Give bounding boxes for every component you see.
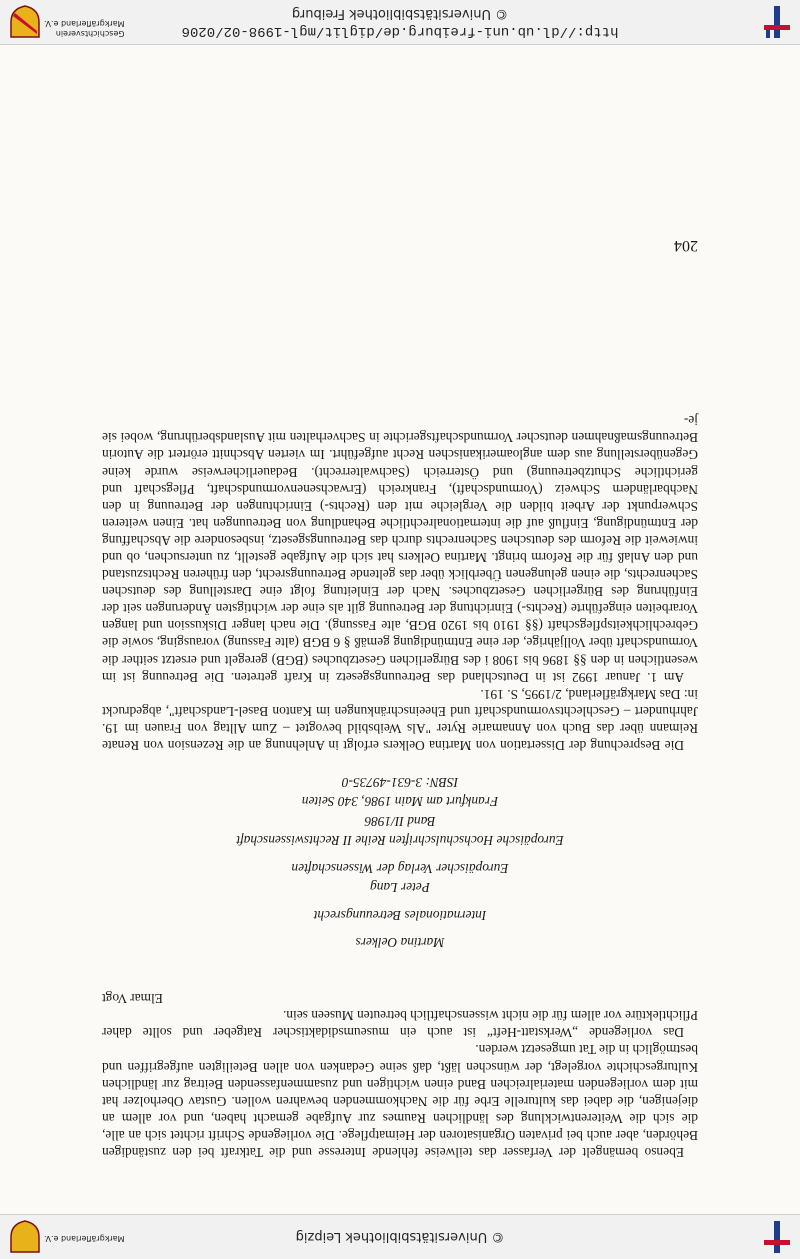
association-line1: Geschichtsverein [55,29,125,38]
document-url[interactable]: http://dl.ub.uni-freiburg.de/diglit/mgl-1998-02/0206 [181,23,619,39]
article-paragraph: Ebenso bemängelt der Verfasser das teilweise fehlende Interesse und die Tatkraft bei den zuständigen Behörden, aber auch bei privaten Organisatoren der Heimatpflege. Die vorliegende Schrift richtet sich an alle, die sich die Weiterentwicklung des ländlichen Raumes zur Aufgabe gemacht haben, und vor allem an diejenigen, die dabei das kulturelle Erbe für die Nachkommenden bewahren wollen. Gustav Oberholzer hat mit dem vorliegenden materialreichen Band einen wichtigen und zusammenfassenden Beitrag zur ländlichen Kulturgeschichte vorgelegt, der wünschen läßt, daß seine Gedanken von allen Beteiligten aufgegriffen und bestmöglich in die Tat umgesetzt werden. [102,1042,698,1160]
book-volume: Band II/1986 [364,813,436,829]
review-paragraph: Die Besprechung der Dissertation von Martina Oelkers erfolgt in Anlehnung an die Rezension von Renate Reimann über das Buch von Annamarie Ryter "Als Weibsbild bevogtet – Zum Alltag von Frauen im 19. Jahrhundert – Geschlechtsvormundschaft und Eheeinschränkungen im Kanton Basel-Landschaft", abgedruckt in: Das Markgräflerland, 2/1995, S. 191. [102,686,698,754]
page-number-line [98,237,698,254]
article-paragraph: Das vorliegende „Werkstatt-Heft“ ist auch ein museumsdidaktischer Ratgeber und sollte daher Pflichtlektüre vor allem für die nicht wissenschaftlich betreuten Museen sein. [102,1008,698,1041]
book-place-year: Frankfurt am Main 1986, 340 Seiten [301,794,499,810]
university-logo-icon [760,4,794,40]
review-paragraph: Am 1. Januar 1992 ist in Deutschland das Betreuungsgesetz in Kraft getreten. Die Betreuung ist im wesentlichen in den §§ 1896 bis 1908 i des Bürgerlichen Gesetzbuches (BGB) geregelt und ersetzt seither die Vormundschaft über Volljährige, der eine Entmündigung gemäß § 6 BGB (alte Fassung) vorausging, sowie die Gebrechlichkeitspflegschaft (§§ 1910 bis 1920 BGB, alte Fassung). Die nach langer Diskussion und langen Vorarbeiten eingeführte (Rechts-) Einrichtung der Betreuung gilt als eine der wichtigsten Änderungen seit der Einführung des Bürgerlichen Gesetzbuches. Nach der Einleitung folgt eine Darstellung des deutschen Sachenrechts, die einen gelungenen Überblick über das geltende Betreuungsrecht, den früheren Rechtszustand und den Anlaß für die Reform bringt. Martina Oelkers hat sich die Aufgabe gestellt, zu untersuchen, ob und inwieweit die Reform des deutschen Sachenrechts durch das Betreuungsgesetz, insbesondere die Abschaffung der Entmündigung, Einfluß auf die internationalrechtliche Behandlung von Betreuungen hat. Einen weiteren Schwerpunkt der Arbeit bilden die Vergleiche mit den (Rechts-) Einrichtungen der Betreuung in den Nachbarländern Schweiz (Vormundschaft), Frankreich (Erwachsenenvormundschaft, Pflegschaft und gerichtliche Schutzbetreuung) und Österreich (Sachwalterrecht). Bedauerlicherweise wurde keine Gegenüberstellung aus dem angloamerikanischen Recht aufgeführt. Im vierten Abschnitt erörtert die Autorin Betreuungsmaßnahmen deutscher Vormundschaftsgerichte in Sachverhalten mit Auslandsberührung, wobei sie je- [102,413,698,685]
footer-copyright: © Universitätsbibliothek Leipzig [295,1229,505,1245]
book-citation [102,772,698,952]
association-label [44,18,125,38]
book-series: Europäische Hochschulschriften Reihe II Rechtswissenschaft [236,833,564,849]
footer-association: Markgräflerland e.V. [44,1234,125,1243]
page-number: 204 [674,237,698,254]
page-content [98,237,698,254]
footer-bar [0,1214,800,1259]
header-bar [0,0,800,45]
review-signature: Elmar Vogt [102,991,163,1007]
university-logo-icon [760,1219,794,1255]
header-copyright: © Universitätsbibliothek Freiburg [291,6,509,21]
text-column [102,412,698,1161]
book-editor: Peter Lang [370,880,430,896]
association-line2: Markgräflerland e.V. [44,19,125,28]
book-publisher: Europäischer Verlag der Wissenschaften [291,860,509,876]
book-author: Martina Oelkers [355,935,445,951]
coat-of-arms-icon [8,4,42,40]
book-isbn: ISBN: 3-631-49735-0 [341,774,459,790]
coat-of-arms-icon [8,1219,42,1255]
book-title: Internationales Betreuungsrecht [313,907,487,923]
